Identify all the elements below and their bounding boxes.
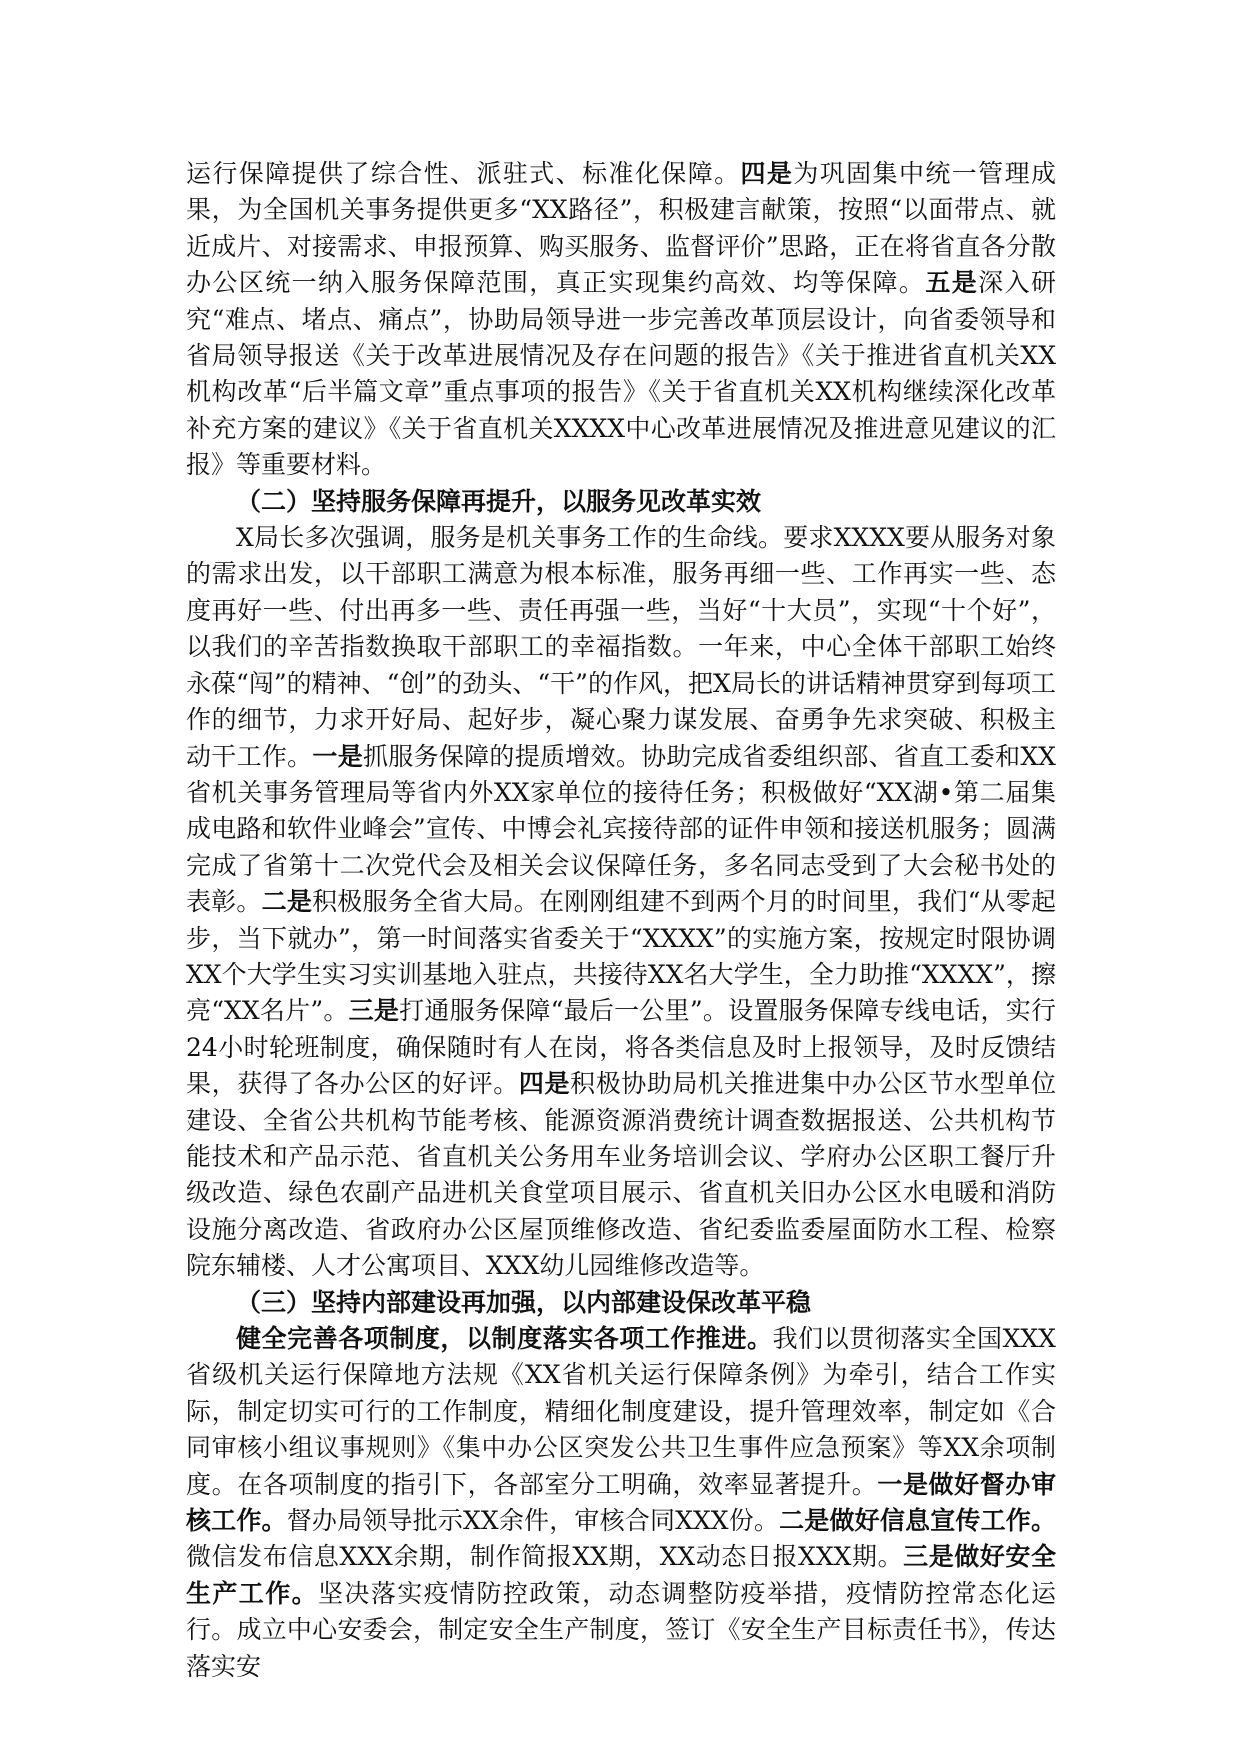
paragraph-internal: [186, 1321, 1056, 1685]
bold-run: 五是: [925, 268, 979, 298]
text-run: 我们以贯彻落实全国XXX省级机关运行保障地方法规《XX省机关运行保障条例》为牵引，结合工作实际，制定切实可行的工作制度，精细化制度建设，提升管理效率，制定如《合同审核小组议事规则》《集中办公区突发公共卫生事件应急预案》等XX余项制度。在各项制度的指引下，各部室分工明确，效率显著提升。: [186, 1324, 1056, 1499]
text-run: 微信发布信息XXX余期，制作简报XX期，XX动态日报XXX期。: [186, 1542, 904, 1572]
text-run: 为巩固集中统一管理成果，为全国机关事务提供更多“XX路径”，积极建言献策，按照“以面带点、就近成片、对接需求、申报预算、购买服务、监督评价”思路，正在将省直各分散办公区统一纳入服务保障范围，真正实现集约高效、均等保障。: [186, 159, 1056, 298]
bold-run: 健全完善各项制度，以制度落实各项工作推进。: [236, 1324, 773, 1353]
bold-run: 二是: [261, 887, 313, 917]
section-heading-3: （三）坚持内部建设再加强，以内部建设保改革平稳: [236, 1287, 812, 1317]
bold-run: 一是做好督办审核工作。: [186, 1469, 1056, 1536]
text-run: 坚决落实疫情防控政策，动态调整防疫举措，疫情防控常态化运行。成立中心安委会，制定安全生产制度，签订《安全生产目标责任书》，传达落实安: [186, 1578, 1056, 1681]
bold-run: 三是做好安全生产工作。: [186, 1542, 1056, 1608]
text-run: 积极服务全省大局。在刚刚组建不到两个月的时间里，我们“从零起步，当下就办”，第一时间落实省委关于“XXXX”的实施方案，按规定时限协调XX个大学生实习实训基地入驻点，共接待XX名大学生，全力助推“XXXX”，擦亮“XX名片”。: [186, 887, 1056, 1026]
text-run: 深入研究“难点、堵点、痛点”，协助局领导进一步完善改革顶层设计，向省委领导和省局领导报送《关于改革进展情况及存在问题的报告》《关于推进省直机关XX机构改革“后半篇文章”重点事项的报告》《关于省直机关XX机构继续深化改革补充方案的建议》《关于省直机关XXXX中心改革进展情况及推进意见建议的汇报》等重要材料。: [186, 268, 1056, 480]
bold-run: 四是: [518, 1069, 571, 1099]
bold-run: 二是做好信息宣传工作。: [779, 1506, 1056, 1536]
text-run: 运行保障提供了综合性、派驻式、标准化保障。: [186, 159, 741, 188]
document-page: [186, 156, 1056, 1685]
bold-run: 一是: [312, 741, 363, 771]
paragraph-service: [186, 520, 1056, 1285]
text-run: 抓服务保障的提质增效。协助完成省委组织部、省直工委和XX省机关事务管理局等省内外XX家单位的接待任务；积极做好“XX湖•第二届集成电路和软件业峰会”宣传、中博会礼宾接待部的证件申领和接送机服务；圆满完成了省第十二次党代会及相关会议保障任务，多名同志受到了大会秘书处的表彰。: [186, 741, 1056, 917]
bold-run: 三是: [348, 996, 400, 1026]
section-heading-2: （二）坚持服务保障再提升，以服务见改革实效: [236, 486, 762, 516]
paragraph-continuation: [186, 156, 1056, 484]
text-run: X局长多次强调，服务是机关事务工作的生命线。要求XXXX要从服务对象的需求出发，以干部职工满意为根本标准，服务再细一些、工作再实一些、态度再好一些、付出再多一些、责任再强一些，当好“十大员”，实现“十个好”，以我们的辛苦指数换取干部职工的幸福指数。一年来，中心全体干部职工始终永葆“闯”的精神、“创”的劲头、“干”的作风，把X局长的讲话精神贯穿到每项工作的细节，力求开好局、起好步，凝心聚力谋发展、奋勇争先求突破、积极主动干工作。: [186, 523, 1056, 771]
text-run: 打通服务保障“最后一公里”。设置服务保障专线电话，实行24小时轮班制度，确保随时有人在岗，将各类信息及时上报领导，及时反馈结果，获得了各办公区的好评。: [186, 996, 1056, 1099]
bold-run: 四是: [740, 159, 794, 188]
text-run: 督办局领导批示XX余件，审核合同XXX份。: [286, 1506, 780, 1536]
text-run: 积极协助局机关推进集中办公区节水型单位建设、全省公共机构节能考核、能源资源消费统计调查数据报送、公共机构节能技术和产品示范、省直机关公务用车业务培训会议、学府办公区职工餐厅升级改造、绿色农副产品进机关食堂项目展示、省直机关旧办公区水电暖和消防设施分离改造、省政府办公区屋顶维修改造、省纪委监委屋面防水工程、检察院东辅楼、人才公寓项目、XXX幼儿园维修改造等。: [186, 1069, 1056, 1281]
